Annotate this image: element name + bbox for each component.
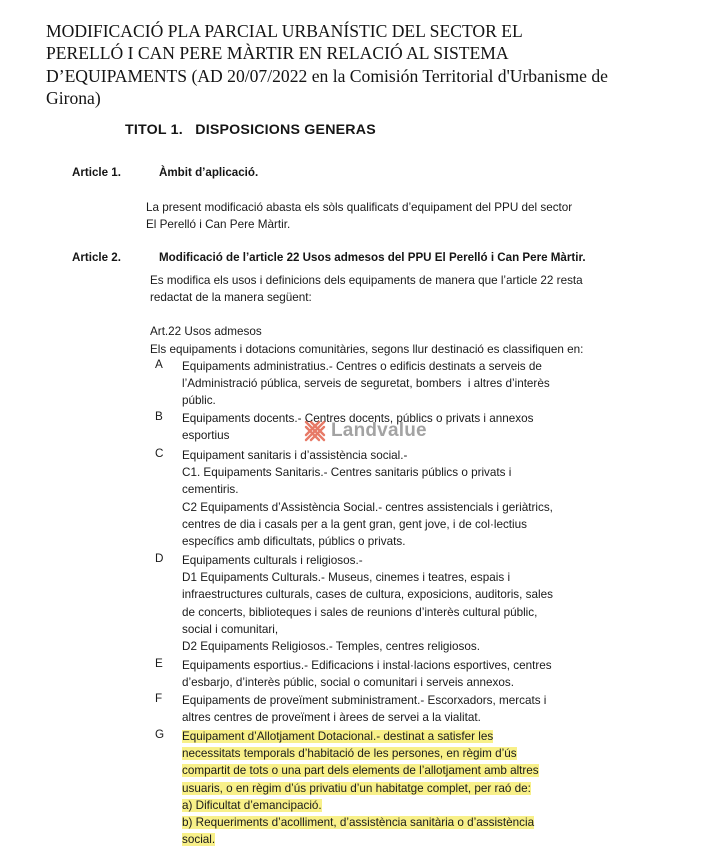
document-title bbox=[46, 20, 686, 109]
item-line: Equipament d’Allotjament Dotacional.- destinat a satisfer les bbox=[182, 730, 494, 743]
item-line: de concerts, biblioteques i sales de reunions d’interès cultural públic, bbox=[182, 605, 538, 619]
item-line: Equipaments esportius.- Edificacions i instal·lacions esportives, centres bbox=[182, 659, 552, 672]
item-line: social i comunitari, bbox=[182, 622, 279, 636]
list-item-g-highlighted bbox=[182, 728, 539, 848]
title-line: MODIFICACIÓ PLA PARCIAL URBANÍSTIC DEL SECTOR EL bbox=[46, 21, 523, 41]
list-letter-c: C bbox=[155, 447, 164, 460]
landvalue-x-logo-icon bbox=[303, 419, 327, 443]
list-letter-g: G bbox=[155, 728, 165, 741]
item-line: d’esbarjo, d’interès públic, social o comunitari i serveis annexos. bbox=[182, 676, 514, 690]
list-item-a bbox=[182, 358, 550, 410]
title-line: Girona) bbox=[46, 87, 101, 108]
body-line: El Perelló i Can Pere Màrtir. bbox=[146, 218, 291, 232]
item-line: a) Dificultat d’emancipació. bbox=[182, 798, 322, 812]
article-1-number: Article 1. bbox=[72, 166, 121, 179]
item-line: Equipaments de proveïment subministrament.- Escorxadors, mercats i bbox=[182, 694, 547, 707]
list-item-f bbox=[182, 692, 546, 726]
item-line: l’Administració pública, serveis de seguretat, bombers i altres d’interès bbox=[182, 377, 550, 391]
article-22-subheading: Art.22 Usos admesos bbox=[150, 325, 262, 338]
item-line: Equipaments administratius.- Centres o edificis destinats a serveis de bbox=[182, 360, 542, 373]
list-letter-f: F bbox=[155, 692, 163, 705]
item-line: específics amb dificultats, públics o privats. bbox=[182, 535, 406, 549]
article-2-title: Modificació de l’article 22 Usos admesos del PPU El Perelló i Can Pere Màrtir. bbox=[159, 251, 586, 264]
article-1-body bbox=[146, 199, 572, 233]
watermark-text: Landvalue bbox=[331, 420, 427, 441]
landvalue-watermark bbox=[303, 419, 427, 443]
item-line: C1. Equipaments Sanitaris.- Centres sanitaris públics o privats i bbox=[182, 466, 512, 480]
item-line: altres centres de proveïment i àrees de servei a la vialitat. bbox=[182, 711, 481, 725]
item-line: social. bbox=[182, 833, 216, 847]
item-line: públic. bbox=[182, 394, 216, 408]
item-line: necessitats temporals d’habitació de les persones, en règim d’ús bbox=[182, 747, 517, 761]
item-line: D1 Equipaments Culturals.- Museus, cinemes i teatres, espais i bbox=[182, 571, 511, 585]
body-line: La present modificació abasta els sòls qualificats d’equipament del PPU del sector bbox=[146, 201, 573, 214]
list-letter-a: A bbox=[155, 358, 163, 371]
body-line: Es modifica els usos i definicions dels equipaments de manera que l’article 22 resta bbox=[150, 274, 583, 287]
item-line: b) Requeriments d’acolliment, d’assistència sanitària o d’assistència bbox=[182, 816, 535, 830]
item-line: usuaris, o en règim d’ús privatiu d’un habitatge complet, per raó de: bbox=[182, 781, 531, 795]
item-line: centres de dia i casals per a la gent gran, gent jove, i de col·lectius bbox=[182, 517, 527, 531]
item-line: C2 Equipaments d’Assistència Social.- centres assistencials i geriàtrics, bbox=[182, 500, 553, 514]
list-letter-e: E bbox=[155, 657, 163, 670]
article-22-lead: Els equipaments i dotacions comunitàries, segons llur destinació es classifiquen en: bbox=[150, 343, 584, 356]
article-1-title: Àmbit d’aplicació. bbox=[159, 166, 259, 179]
list-letter-b: B bbox=[155, 410, 163, 423]
title-line: PERELLÓ I CAN PERE MÀRTIR EN RELACIÓ AL SISTEMA bbox=[46, 43, 509, 64]
article-2-number: Article 2. bbox=[72, 251, 121, 264]
item-line: Equipaments docents.- Centres docents, públics o privats i annexos bbox=[182, 412, 534, 425]
item-line: cementiris. bbox=[182, 483, 239, 497]
item-line: Equipaments culturals i religiosos.- bbox=[182, 554, 363, 567]
body-line: redactat de la manera següent: bbox=[150, 291, 312, 305]
item-line: Equipament sanitaris i d’assistència social.- bbox=[182, 449, 408, 462]
list-letter-d: D bbox=[155, 552, 164, 565]
item-line: infraestructures culturals, cases de cultura, exposicions, auditoris, sales bbox=[182, 588, 553, 602]
list-item-e bbox=[182, 657, 552, 691]
list-item-d bbox=[182, 552, 553, 655]
item-line: compartit de tots o una part dels elements de l’allotjament amb altres bbox=[182, 764, 539, 778]
list-item-c bbox=[182, 447, 553, 550]
item-line: D2 Equipaments Religiosos.- Temples, centres religiosos. bbox=[182, 640, 480, 654]
article-2-intro bbox=[150, 272, 583, 306]
item-line: esportius bbox=[182, 429, 230, 443]
title-line: D’EQUIPAMENTS (AD 20/07/2022 en la Comisión Territorial d'Urbanisme de bbox=[46, 65, 608, 86]
section-heading: TITOL 1. DISPOSICIONS GENERAS bbox=[125, 122, 376, 138]
